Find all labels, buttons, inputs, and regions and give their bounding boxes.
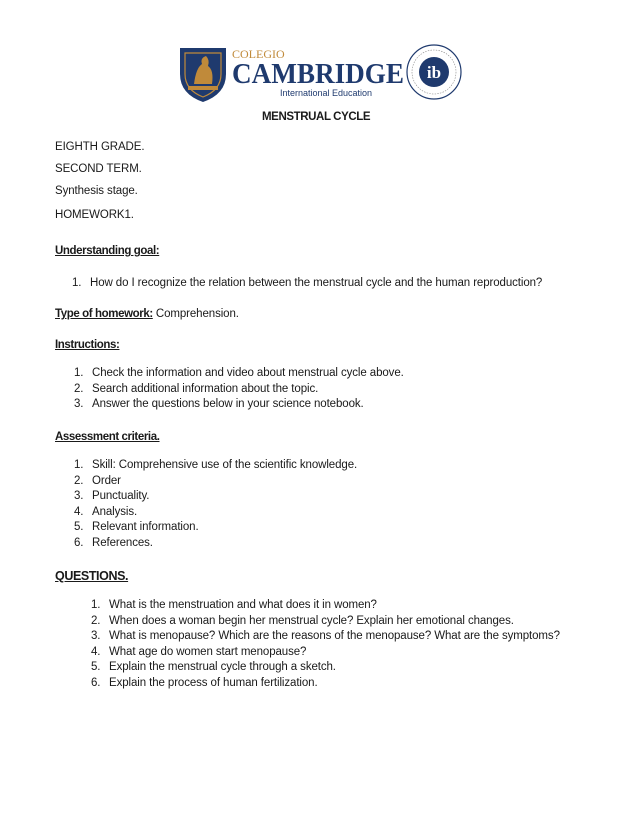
list-item: 3. Punctuality. — [74, 490, 150, 503]
list-item: 6. Explain the process of human fertilization. — [91, 676, 318, 689]
homework-type — [55, 307, 239, 321]
logo-line3: International Education — [280, 88, 373, 98]
assessment-list — [74, 458, 357, 552]
list-item: 3. Answer the questions below in your science notebook. — [74, 398, 364, 411]
list-item: 1. What is the menstruation and what does it in women? — [91, 599, 377, 611]
questions-heading: QUESTIONS. — [55, 569, 129, 583]
list-item: 6. References. — [74, 536, 153, 549]
logo-graphic — [176, 40, 464, 104]
school-logo — [176, 40, 464, 104]
list-item: 2. When does a woman begin her menstrual cycle? Explain her emotional changes. — [91, 614, 514, 627]
homework-type-value: Comprehension. — [152, 308, 239, 320]
grade-line: EIGHTH GRADE. — [55, 141, 145, 153]
crest-icon — [180, 48, 226, 102]
logo-line2: CAMBRIDGE — [232, 58, 404, 90]
list-item: 2. Search additional information about the topic. — [74, 382, 319, 395]
assessment-heading: Assessment criteria. — [55, 431, 160, 443]
list-item: 1. Skill: Comprehensive use of the scientific knowledge. — [74, 459, 358, 471]
term-line: SECOND TERM. — [55, 163, 142, 175]
homework-line: HOMEWORK1. — [55, 209, 134, 221]
list-item: 5. Explain the menstrual cycle through a sketch. — [91, 661, 336, 674]
ib-seal-icon — [407, 45, 461, 99]
list-item: 2. Order — [74, 474, 121, 487]
list-item: 1. Check the information and video about menstrual cycle above. — [74, 367, 404, 379]
understanding-list — [72, 276, 542, 292]
instructions-heading: Instructions: — [55, 339, 120, 351]
understanding-heading: Understanding goal: — [55, 245, 160, 257]
list-item: 4. Analysis. — [74, 505, 138, 518]
instructions-list — [74, 366, 404, 413]
questions-list — [91, 598, 560, 692]
list-item: 1. How do I recognize the relation between the menstrual cycle and the human reproduction? — [72, 277, 543, 289]
list-item: 5. Relevant information. — [74, 521, 199, 534]
list-item: 3. What is menopause? Which are the reasons of the menopause? What are the symptoms? — [91, 630, 560, 643]
stage-line: Synthesis stage. — [55, 185, 138, 197]
ib-badge-text: ib — [426, 63, 442, 82]
homework-type-label: Type of homework: — [55, 308, 153, 320]
list-item: 4. What age do women start menopause? — [91, 645, 307, 658]
page-title: MENSTRUAL CYCLE — [262, 111, 371, 123]
logo-line1: COLEGIO — [232, 47, 285, 61]
